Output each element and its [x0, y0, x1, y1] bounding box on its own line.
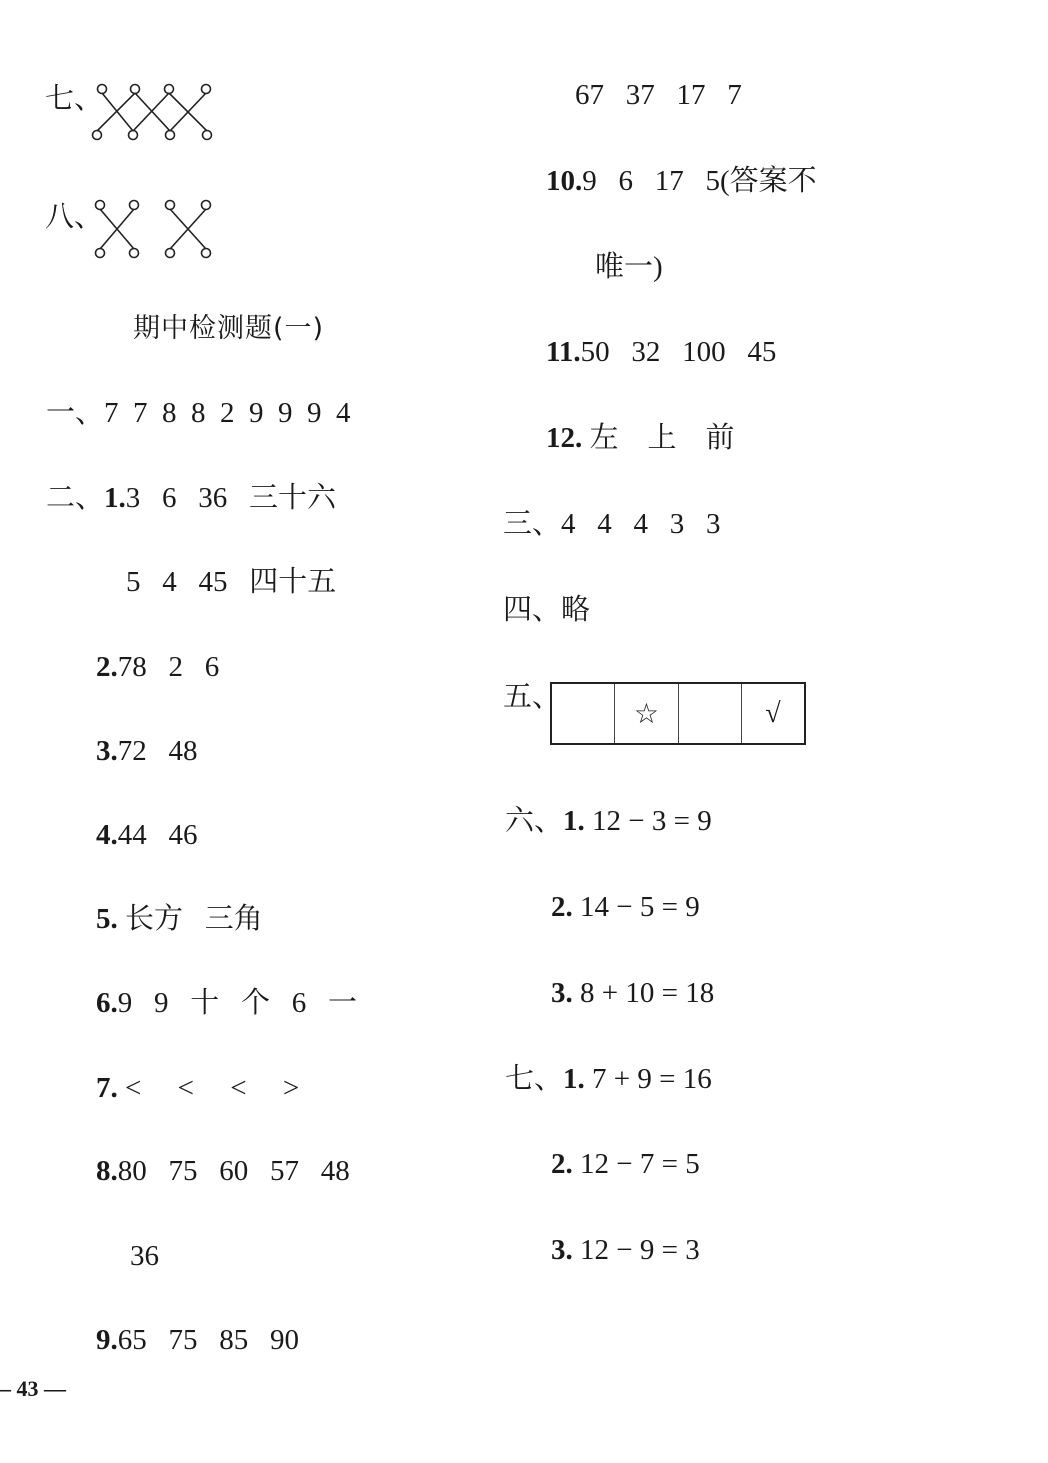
- answer-cell: [552, 684, 615, 743]
- item-answer: 3 6 36 三十六: [125, 482, 337, 514]
- left-item-7: [96, 1071, 299, 1105]
- item-answer: 左 上 前: [582, 422, 735, 454]
- item-answer: 80 75 60 57 48: [117, 1155, 350, 1187]
- item-answer: 78 2 6: [117, 651, 220, 683]
- section-4-label: 四、: [503, 594, 562, 626]
- section-7-item-1: [505, 1062, 712, 1096]
- item-number: 5.: [96, 903, 118, 935]
- section-6-item-2: [551, 890, 700, 924]
- right-item-9-continued: 67 37 17 7: [575, 79, 742, 111]
- item-number: 6.: [96, 987, 118, 1019]
- item-number: 2.: [551, 891, 573, 923]
- item-number: 3.: [551, 977, 573, 1009]
- item-number: 3.: [96, 735, 118, 767]
- section-8-label: 八、: [45, 201, 104, 233]
- left-item-9: [96, 1323, 299, 1357]
- section-7-label: 七、: [45, 83, 104, 115]
- section-2-item-1-line-2: 5 4 45 四十五: [126, 566, 337, 598]
- left-item-8-line-2: 36: [130, 1240, 159, 1272]
- item-number: 12.: [546, 422, 583, 454]
- section-3-answers: 4 4 4 3 3: [561, 508, 721, 540]
- section-6-item-1: [505, 804, 712, 838]
- answer-cell: [679, 684, 742, 743]
- item-answer: 12 − 3 = 9: [584, 805, 712, 837]
- section-7b-label: 七、: [505, 1063, 564, 1095]
- right-item-11: [546, 335, 776, 369]
- matching-lines-8: [88, 198, 218, 263]
- section-1-answers: 7 7 8 8 2 9 9 9 4: [104, 397, 351, 429]
- item-number: 11.: [546, 336, 581, 368]
- item-number: 4.: [96, 819, 118, 851]
- item-answer: 65 75 85 90: [117, 1324, 299, 1356]
- page-number: [0, 1376, 66, 1402]
- item-answer: 长方 三角: [117, 903, 263, 935]
- right-item-10: [546, 164, 817, 198]
- item-answer: 8 + 10 = 18: [572, 977, 715, 1009]
- item-number: 1.: [563, 1063, 585, 1095]
- star-icon: ☆: [615, 684, 678, 743]
- section-2-label: 二、: [46, 482, 105, 514]
- item-number: 8.: [96, 1155, 118, 1187]
- section-7-item-2: [551, 1147, 700, 1181]
- dash-right: —: [44, 1376, 66, 1401]
- item-number: 9.: [96, 1324, 118, 1356]
- page-number-value: 43: [16, 1376, 39, 1401]
- section-4: [503, 593, 590, 627]
- section-1-label: 一、: [46, 397, 105, 429]
- item-answer: 44 46: [117, 819, 198, 851]
- section-4-answer: 略: [561, 594, 591, 626]
- section-3-label: 三、: [503, 508, 562, 540]
- item-answer: < < < >: [117, 1072, 300, 1104]
- item-answer: 72 48: [117, 735, 198, 767]
- section-7-item-3: [551, 1233, 700, 1267]
- right-item-12: [546, 421, 735, 455]
- left-item-8: [96, 1154, 350, 1188]
- item-answer: 7 + 9 = 16: [584, 1063, 712, 1095]
- section-6-label: 六、: [505, 805, 564, 837]
- item-answer: 14 − 5 = 9: [572, 891, 700, 923]
- item-number: 2.: [551, 1148, 573, 1180]
- page-title: 期中检测题(一): [133, 313, 325, 344]
- item-answer: 12 − 7 = 5: [572, 1148, 700, 1180]
- section-3: [503, 507, 721, 541]
- item-number: 1.: [563, 805, 585, 837]
- item-answer: 12 − 9 = 3: [572, 1234, 700, 1266]
- item-number: 10.: [546, 165, 583, 197]
- check-mark-icon: √: [765, 697, 781, 729]
- left-item-4: [96, 818, 198, 852]
- dash-left: –: [0, 1376, 11, 1401]
- matching-lines-7: [88, 80, 218, 145]
- left-item-6: [96, 986, 357, 1020]
- item-number: 7.: [96, 1072, 118, 1104]
- left-item-5: [96, 902, 263, 936]
- left-item-2: [96, 650, 219, 684]
- section-5-label: 五、: [503, 681, 562, 713]
- section-2-item-1: [46, 481, 336, 515]
- right-item-10-line-2: 唯一): [595, 251, 663, 283]
- item-answer: 9 9 十 个 6 一: [117, 987, 358, 1019]
- left-item-3: [96, 734, 198, 768]
- item-number: 2.: [96, 651, 118, 683]
- item-answer: 9 6 17 5(答案不: [582, 165, 817, 197]
- section-6-item-3: [551, 976, 714, 1010]
- section-1: [46, 396, 351, 430]
- item-answer: 50 32 100 45: [580, 336, 777, 368]
- answer-box: [550, 682, 806, 745]
- item-number: 1.: [104, 482, 126, 514]
- item-number: 3.: [551, 1234, 573, 1266]
